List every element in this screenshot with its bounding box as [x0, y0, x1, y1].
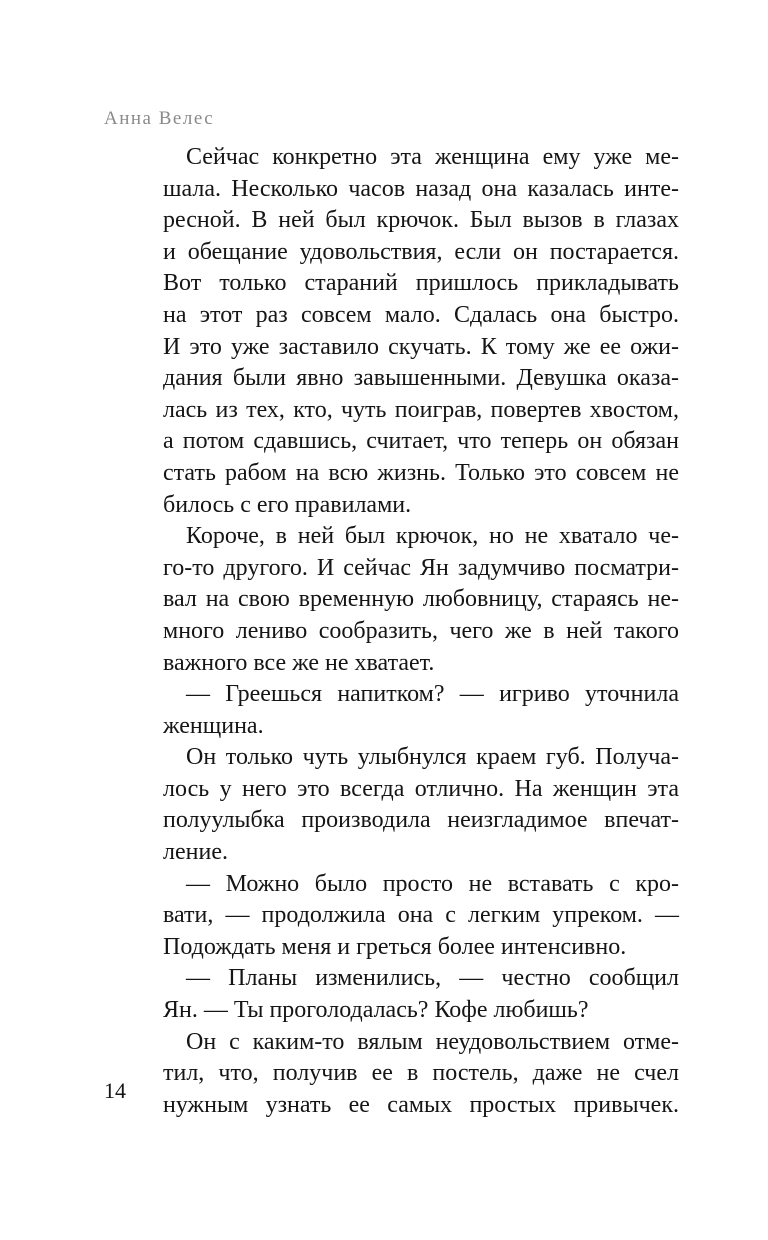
body-text [163, 142, 679, 1121]
text-line: на этот раз совсем мало. Сдалась она быстро. [163, 301, 679, 328]
text-line: билось с его правилами. [163, 491, 412, 518]
text-line: Он с каким-то вялым неудовольствием отме- [186, 1028, 679, 1055]
text-line: много лениво сообразить, чего же в ней такого [163, 617, 679, 644]
text-line: Сейчас конкретно эта женщина ему уже ме- [186, 144, 679, 170]
text-line: — Планы изменились, — честно сообщил [186, 965, 679, 992]
running-head: Анна Велес [104, 108, 215, 129]
text-line: И это уже заставило скучать. К тому же ее ожи- [163, 333, 679, 360]
text-line: лась из тех, кто, чуть поиграв, повертев хвостом, [163, 396, 679, 423]
text-line: нужным узнать ее самых простых привычек. [163, 1091, 679, 1118]
text-line: дания были явно завышенными. Девушка оказа- [163, 365, 679, 392]
text-line: Он только чуть улыбнулся краем губ. Получа- [186, 744, 679, 771]
text-line: ление. [163, 839, 228, 866]
text-line: Ян. — Ты проголодалась? Кофе любишь? [163, 997, 589, 1024]
page-number: 14 [104, 1078, 126, 1103]
text-line: Короче, в ней был крючок, но не хватало че- [186, 523, 679, 550]
text-line: вал на свою временную любовницу, стараясь не- [163, 586, 679, 613]
text-line: шала. Несколько часов назад она казалась инте- [163, 175, 679, 202]
text-line: женщина. [163, 712, 264, 739]
text-line: стать рабом на всю жизнь. Только это совсем не [163, 459, 679, 486]
text-line: полуулыбка производила неизгладимое впечат- [163, 807, 679, 834]
text-line: важного все же не хватает. [163, 649, 435, 676]
text-line: Подождать меня и греться более интенсивно. [163, 933, 627, 960]
text-line: ресной. В ней был крючок. Был вызов в глазах [163, 207, 679, 234]
text-line: — Греешься напитком? — игриво уточнила [186, 681, 679, 708]
text-line: а потом сдавшись, считает, что теперь он обязан [163, 428, 679, 455]
text-line: и обещание удовольствия, если он постарается. [163, 238, 679, 265]
text-line: Вот только стараний пришлось прикладывать [163, 270, 679, 297]
text-line: тил, что, получив ее в постель, даже не счел [163, 1060, 679, 1087]
text-line: го-то другого. И сейчас Ян задумчиво посматри- [163, 554, 679, 581]
text-line: лось у него это всегда отлично. На женщин эта [163, 775, 679, 802]
text-line: — Можно было просто не вставать с кро- [186, 870, 679, 897]
text-line: вати, — продолжила она с легким упреком. — [163, 902, 679, 929]
